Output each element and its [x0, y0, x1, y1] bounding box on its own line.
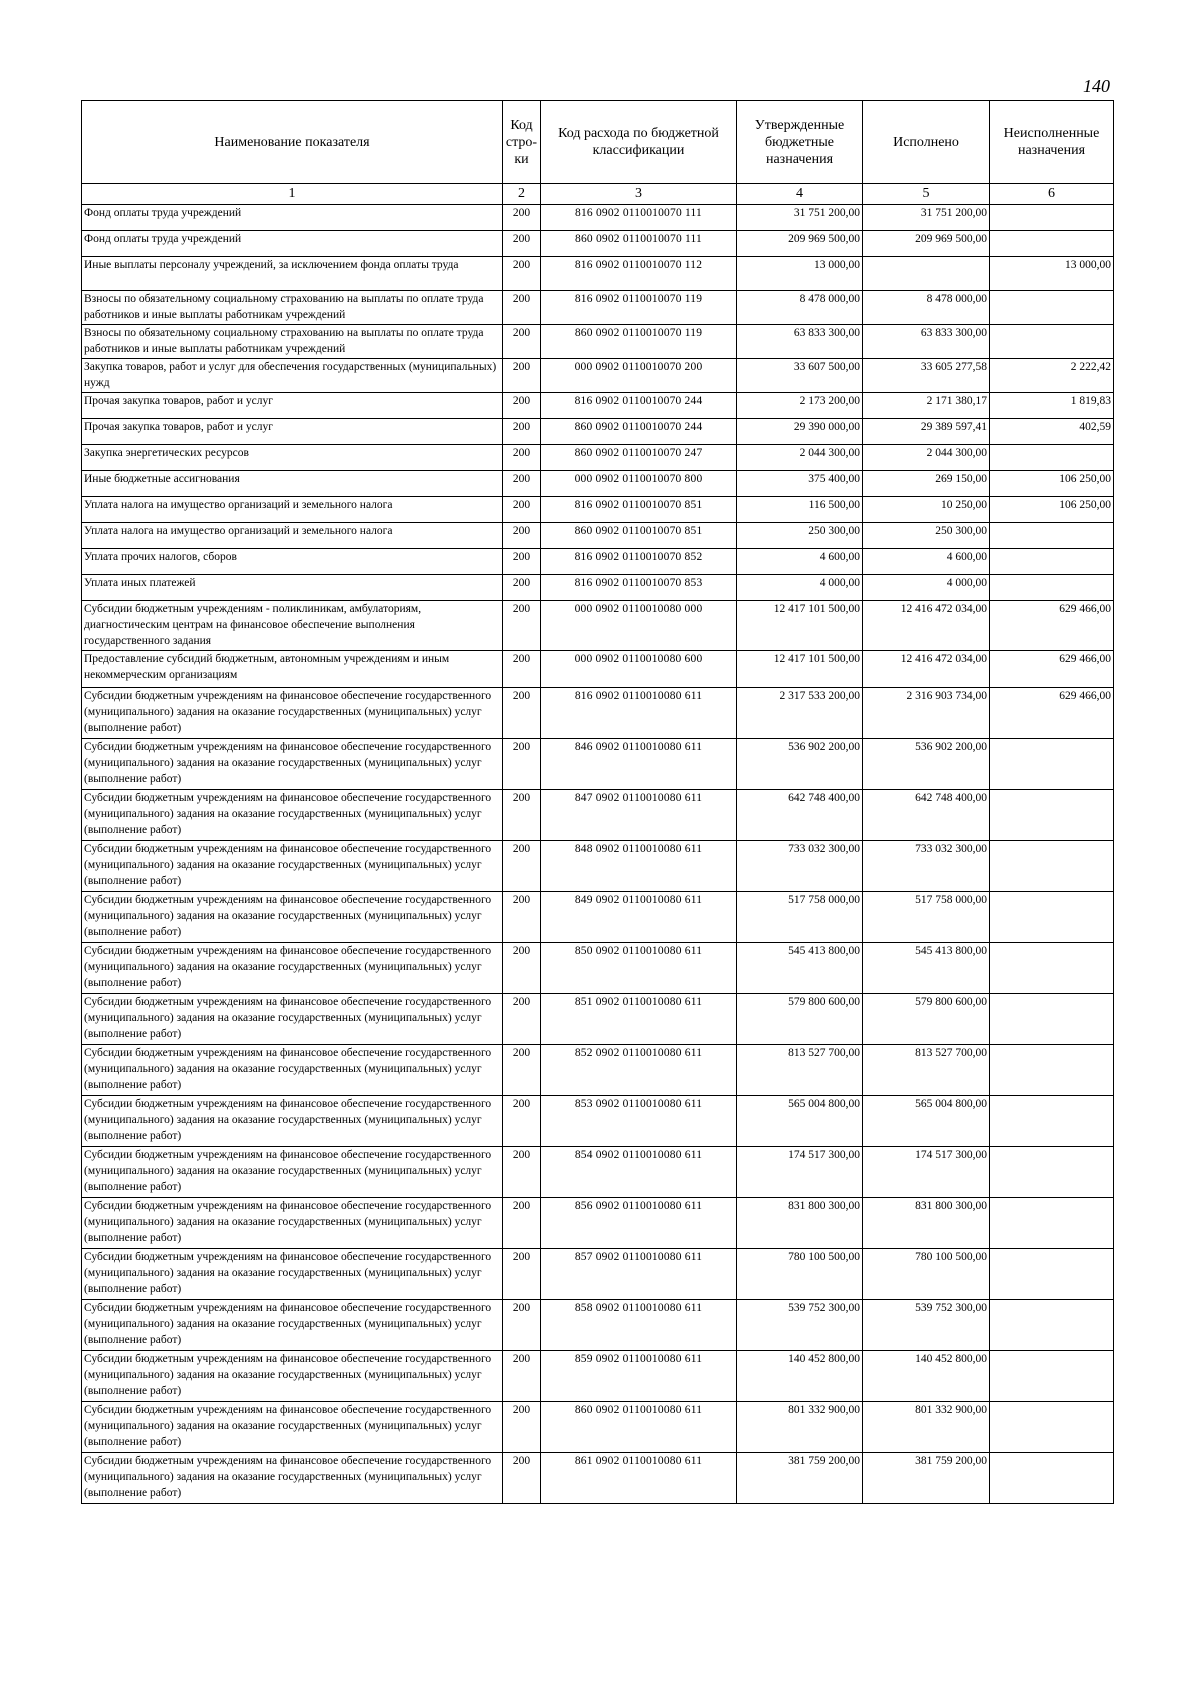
- indicator-name: Субсидии бюджетным учреждениям на финансовое обеспечение государственного (муниципального) задания на оказание государственных (муниципальных) услуг (выполнение работ): [82, 1147, 503, 1198]
- unexecuted-amount: [990, 1249, 1114, 1300]
- executed-amount: 12 416 472 034,00: [863, 601, 990, 651]
- row-code: 200: [503, 1249, 541, 1300]
- row-code: 200: [503, 1198, 541, 1249]
- unexecuted-amount: [990, 231, 1114, 257]
- approved-amount: 780 100 500,00: [737, 1249, 863, 1300]
- row-code: 200: [503, 231, 541, 257]
- approved-amount: 4 600,00: [737, 549, 863, 575]
- unexecuted-amount: [990, 1045, 1114, 1096]
- executed-amount: 813 527 700,00: [863, 1045, 990, 1096]
- executed-amount: 831 800 300,00: [863, 1198, 990, 1249]
- table-row: [82, 1300, 1114, 1351]
- table-row: [82, 994, 1114, 1045]
- approved-amount: 2 173 200,00: [737, 393, 863, 419]
- row-code: 200: [503, 325, 541, 359]
- table-row: [82, 688, 1114, 739]
- row-code: 200: [503, 1300, 541, 1351]
- table-row: [82, 1198, 1114, 1249]
- approved-amount: 4 000,00: [737, 575, 863, 601]
- budget-classification-code: 000 0902 0110010080 600: [541, 651, 737, 688]
- table-row: [82, 651, 1114, 688]
- approved-amount: 116 500,00: [737, 497, 863, 523]
- approved-amount: 174 517 300,00: [737, 1147, 863, 1198]
- executed-amount: 12 416 472 034,00: [863, 651, 990, 688]
- approved-amount: 29 390 000,00: [737, 419, 863, 445]
- header-executed: Исполнено: [863, 101, 990, 184]
- unexecuted-amount: [990, 1147, 1114, 1198]
- table-row: [82, 943, 1114, 994]
- table-row: [82, 549, 1114, 575]
- column-number: 2: [503, 184, 541, 205]
- indicator-name: Уплата прочих налогов, сборов: [82, 549, 503, 575]
- column-number: 1: [82, 184, 503, 205]
- budget-classification-code: 000 0902 0110010080 000: [541, 601, 737, 651]
- budget-classification-code: 859 0902 0110010080 611: [541, 1351, 737, 1402]
- executed-amount: 579 800 600,00: [863, 994, 990, 1045]
- unexecuted-amount: 629 466,00: [990, 688, 1114, 739]
- unexecuted-amount: 629 466,00: [990, 651, 1114, 688]
- executed-amount: 174 517 300,00: [863, 1147, 990, 1198]
- table-row: [82, 231, 1114, 257]
- column-number: 5: [863, 184, 990, 205]
- table-row: [82, 601, 1114, 651]
- table-row: [82, 359, 1114, 393]
- approved-amount: 250 300,00: [737, 523, 863, 549]
- table-row: [82, 257, 1114, 291]
- budget-classification-code: 000 0902 0110010070 200: [541, 359, 737, 393]
- budget-classification-code: 860 0902 0110010070 244: [541, 419, 737, 445]
- table-row: [82, 1351, 1114, 1402]
- unexecuted-amount: [990, 1402, 1114, 1453]
- unexecuted-amount: [990, 739, 1114, 790]
- budget-classification-code: 860 0902 0110010080 611: [541, 1402, 737, 1453]
- row-code: 200: [503, 841, 541, 892]
- indicator-name: Субсидии бюджетным учреждениям на финансовое обеспечение государственного (муниципального) задания на оказание государственных (муниципальных) услуг (выполнение работ): [82, 994, 503, 1045]
- executed-amount: 642 748 400,00: [863, 790, 990, 841]
- column-number: 6: [990, 184, 1114, 205]
- executed-amount: 539 752 300,00: [863, 1300, 990, 1351]
- executed-amount: 140 452 800,00: [863, 1351, 990, 1402]
- indicator-name: Субсидии бюджетным учреждениям на финансовое обеспечение государственного (муниципального) задания на оказание государственных (муниципальных) услуг (выполнение работ): [82, 1453, 503, 1504]
- unexecuted-amount: [990, 1453, 1114, 1504]
- approved-amount: 536 902 200,00: [737, 739, 863, 790]
- unexecuted-amount: [990, 575, 1114, 601]
- unexecuted-amount: [990, 523, 1114, 549]
- budget-classification-code: 858 0902 0110010080 611: [541, 1300, 737, 1351]
- budget-classification-code: 816 0902 0110010070 853: [541, 575, 737, 601]
- unexecuted-amount: [990, 205, 1114, 231]
- indicator-name: Субсидии бюджетным учреждениям на финансовое обеспечение государственного (муниципального) задания на оказание государственных (муниципальных) услуг (выполнение работ): [82, 739, 503, 790]
- table-row: [82, 205, 1114, 231]
- table-row: [82, 1045, 1114, 1096]
- indicator-name: Уплата налога на имущество организаций и земельного налога: [82, 523, 503, 549]
- approved-amount: 33 607 500,00: [737, 359, 863, 393]
- budget-classification-code: 857 0902 0110010080 611: [541, 1249, 737, 1300]
- indicator-name: Субсидии бюджетным учреждениям на финансовое обеспечение государственного (муниципального) задания на оказание государственных (муниципальных) услуг (выполнение работ): [82, 943, 503, 994]
- column-number-row: [82, 184, 1114, 205]
- executed-amount: 2 044 300,00: [863, 445, 990, 471]
- budget-classification-code: 852 0902 0110010080 611: [541, 1045, 737, 1096]
- indicator-name: Субсидии бюджетным учреждениям на финансовое обеспечение государственного (муниципального) задания на оказание государственных (муниципальных) услуг (выполнение работ): [82, 790, 503, 841]
- budget-classification-code: 860 0902 0110010070 111: [541, 231, 737, 257]
- approved-amount: 539 752 300,00: [737, 1300, 863, 1351]
- table-header: [82, 101, 1114, 205]
- indicator-name: Субсидии бюджетным учреждениям на финансовое обеспечение государственного (муниципального) задания на оказание государственных (муниципальных) услуг (выполнение работ): [82, 892, 503, 943]
- executed-amount: 517 758 000,00: [863, 892, 990, 943]
- row-code: 200: [503, 1147, 541, 1198]
- row-code: 200: [503, 359, 541, 393]
- approved-amount: 375 400,00: [737, 471, 863, 497]
- row-code: 200: [503, 994, 541, 1045]
- row-code: 200: [503, 393, 541, 419]
- executed-amount: 381 759 200,00: [863, 1453, 990, 1504]
- table-row: [82, 790, 1114, 841]
- indicator-name: Уплата налога на имущество организаций и земельного налога: [82, 497, 503, 523]
- budget-classification-code: 860 0902 0110010070 851: [541, 523, 737, 549]
- executed-amount: 63 833 300,00: [863, 325, 990, 359]
- table-row: [82, 1453, 1114, 1504]
- indicator-name: Фонд оплаты труда учреждений: [82, 231, 503, 257]
- header-row: [82, 101, 1114, 184]
- row-code: 200: [503, 651, 541, 688]
- executed-amount: 2 171 380,17: [863, 393, 990, 419]
- unexecuted-amount: 1 819,83: [990, 393, 1114, 419]
- executed-amount: 4 600,00: [863, 549, 990, 575]
- unexecuted-amount: 13 000,00: [990, 257, 1114, 291]
- row-code: 200: [503, 1453, 541, 1504]
- indicator-name: Субсидии бюджетным учреждениям на финансовое обеспечение государственного (муниципального) задания на оказание государственных (муниципальных) услуг (выполнение работ): [82, 1198, 503, 1249]
- row-code: 200: [503, 943, 541, 994]
- budget-execution-table: [81, 100, 1114, 1504]
- table-row: [82, 1096, 1114, 1147]
- row-code: 200: [503, 205, 541, 231]
- table-row: [82, 1147, 1114, 1198]
- indicator-name: Фонд оплаты труда учреждений: [82, 205, 503, 231]
- table-row: [82, 419, 1114, 445]
- budget-classification-code: 851 0902 0110010080 611: [541, 994, 737, 1045]
- indicator-name: Прочая закупка товаров, работ и услуг: [82, 393, 503, 419]
- table-row: [82, 575, 1114, 601]
- column-number: 4: [737, 184, 863, 205]
- row-code: 200: [503, 1351, 541, 1402]
- row-code: 200: [503, 688, 541, 739]
- unexecuted-amount: 106 250,00: [990, 471, 1114, 497]
- executed-amount: 8 478 000,00: [863, 291, 990, 325]
- indicator-name: Закупка товаров, работ и услуг для обеспечения государственных (муниципальных) нужд: [82, 359, 503, 393]
- budget-classification-code: 816 0902 0110010080 611: [541, 688, 737, 739]
- unexecuted-amount: [990, 1300, 1114, 1351]
- unexecuted-amount: [990, 1351, 1114, 1402]
- budget-classification-code: 861 0902 0110010080 611: [541, 1453, 737, 1504]
- row-code: 200: [503, 739, 541, 790]
- budget-classification-code: 860 0902 0110010070 247: [541, 445, 737, 471]
- approved-amount: 8 478 000,00: [737, 291, 863, 325]
- row-code: 200: [503, 790, 541, 841]
- executed-amount: 29 389 597,41: [863, 419, 990, 445]
- executed-amount: 780 100 500,00: [863, 1249, 990, 1300]
- header-unexecuted-assignments: Неисполненные назначения: [990, 101, 1114, 184]
- budget-classification-code: 816 0902 0110010070 852: [541, 549, 737, 575]
- table-row: [82, 497, 1114, 523]
- unexecuted-amount: [990, 943, 1114, 994]
- executed-amount: 2 316 903 734,00: [863, 688, 990, 739]
- row-code: 200: [503, 549, 541, 575]
- budget-classification-code: 816 0902 0110010070 244: [541, 393, 737, 419]
- table-row: [82, 325, 1114, 359]
- indicator-name: Субсидии бюджетным учреждениям на финансовое обеспечение государственного (муниципального) задания на оказание государственных (муниципальных) услуг (выполнение работ): [82, 1045, 503, 1096]
- unexecuted-amount: [990, 1198, 1114, 1249]
- row-code: 200: [503, 445, 541, 471]
- table-row: [82, 1249, 1114, 1300]
- approved-amount: 13 000,00: [737, 257, 863, 291]
- row-code: 200: [503, 471, 541, 497]
- unexecuted-amount: [990, 994, 1114, 1045]
- row-code: 200: [503, 291, 541, 325]
- approved-amount: 31 751 200,00: [737, 205, 863, 231]
- indicator-name: Субсидии бюджетным учреждениям на финансовое обеспечение государственного (муниципального) задания на оказание государственных (муниципальных) услуг (выполнение работ): [82, 1351, 503, 1402]
- table-row: [82, 1402, 1114, 1453]
- indicator-name: Взносы по обязательному социальному страхованию на выплаты по оплате труда работников и иные выплаты работникам учреждений: [82, 325, 503, 359]
- indicator-name: Субсидии бюджетным учреждениям на финансовое обеспечение государственного (муниципального) задания на оказание государственных (муниципальных) услуг (выполнение работ): [82, 1300, 503, 1351]
- approved-amount: 12 417 101 500,00: [737, 601, 863, 651]
- table-row: [82, 291, 1114, 325]
- table-row: [82, 471, 1114, 497]
- indicator-name: Предоставление субсидий бюджетным, автономным учреждениям и иным некоммерческим организациям: [82, 651, 503, 688]
- indicator-name: Закупка энергетических ресурсов: [82, 445, 503, 471]
- executed-amount: 545 413 800,00: [863, 943, 990, 994]
- indicator-name: Взносы по обязательному социальному страхованию на выплаты по оплате труда работников и иные выплаты работникам учреждений: [82, 291, 503, 325]
- indicator-name: Субсидии бюджетным учреждениям на финансовое обеспечение государственного (муниципального) задания на оказание государственных (муниципальных) услуг (выполнение работ): [82, 841, 503, 892]
- executed-amount: 33 605 277,58: [863, 359, 990, 393]
- executed-amount: 10 250,00: [863, 497, 990, 523]
- indicator-name: Иные выплаты персоналу учреждений, за исключением фонда оплаты труда: [82, 257, 503, 291]
- table-row: [82, 739, 1114, 790]
- unexecuted-amount: [990, 325, 1114, 359]
- budget-classification-code: 816 0902 0110010070 851: [541, 497, 737, 523]
- executed-amount: 250 300,00: [863, 523, 990, 549]
- row-code: 200: [503, 601, 541, 651]
- executed-amount: 801 332 900,00: [863, 1402, 990, 1453]
- unexecuted-amount: [990, 892, 1114, 943]
- approved-amount: 545 413 800,00: [737, 943, 863, 994]
- header-budget-classification-code: Код расхода по бюджетной классификации: [541, 101, 737, 184]
- unexecuted-amount: [990, 790, 1114, 841]
- indicator-name: Прочая закупка товаров, работ и услуг: [82, 419, 503, 445]
- unexecuted-amount: 402,59: [990, 419, 1114, 445]
- budget-classification-code: 853 0902 0110010080 611: [541, 1096, 737, 1147]
- unexecuted-amount: [990, 1096, 1114, 1147]
- row-code: 200: [503, 1096, 541, 1147]
- budget-classification-code: 848 0902 0110010080 611: [541, 841, 737, 892]
- approved-amount: 831 800 300,00: [737, 1198, 863, 1249]
- executed-amount: 269 150,00: [863, 471, 990, 497]
- table-body: [82, 205, 1114, 1504]
- approved-amount: 63 833 300,00: [737, 325, 863, 359]
- approved-amount: 579 800 600,00: [737, 994, 863, 1045]
- approved-amount: 209 969 500,00: [737, 231, 863, 257]
- row-code: 200: [503, 575, 541, 601]
- approved-amount: 733 032 300,00: [737, 841, 863, 892]
- table-row: [82, 892, 1114, 943]
- unexecuted-amount: [990, 291, 1114, 325]
- indicator-name: Субсидии бюджетным учреждениям - поликлиникам, амбулаториям, диагностическим центрам на финансовое обеспечение выполнения государственного задания: [82, 601, 503, 651]
- executed-amount: 565 004 800,00: [863, 1096, 990, 1147]
- row-code: 200: [503, 497, 541, 523]
- row-code: 200: [503, 257, 541, 291]
- approved-amount: 12 417 101 500,00: [737, 651, 863, 688]
- budget-classification-code: 816 0902 0110010070 119: [541, 291, 737, 325]
- executed-amount: 536 902 200,00: [863, 739, 990, 790]
- unexecuted-amount: [990, 549, 1114, 575]
- indicator-name: Субсидии бюджетным учреждениям на финансовое обеспечение государственного (муниципального) задания на оказание государственных (муниципальных) услуг (выполнение работ): [82, 1096, 503, 1147]
- column-number: 3: [541, 184, 737, 205]
- indicator-name: Иные бюджетные ассигнования: [82, 471, 503, 497]
- budget-classification-code: 860 0902 0110010070 119: [541, 325, 737, 359]
- header-row-code: Код стро-ки: [503, 101, 541, 184]
- row-code: 200: [503, 523, 541, 549]
- executed-amount: 733 032 300,00: [863, 841, 990, 892]
- executed-amount: [863, 257, 990, 291]
- budget-classification-code: 816 0902 0110010070 111: [541, 205, 737, 231]
- indicator-name: Субсидии бюджетным учреждениям на финансовое обеспечение государственного (муниципального) задания на оказание государственных (муниципальных) услуг (выполнение работ): [82, 1402, 503, 1453]
- approved-amount: 140 452 800,00: [737, 1351, 863, 1402]
- budget-classification-code: 846 0902 0110010080 611: [541, 739, 737, 790]
- header-indicator-name: Наименование показателя: [82, 101, 503, 184]
- approved-amount: 2 317 533 200,00: [737, 688, 863, 739]
- executed-amount: 4 000,00: [863, 575, 990, 601]
- budget-classification-code: 847 0902 0110010080 611: [541, 790, 737, 841]
- indicator-name: Субсидии бюджетным учреждениям на финансовое обеспечение государственного (муниципального) задания на оказание государственных (муниципальных) услуг (выполнение работ): [82, 1249, 503, 1300]
- budget-classification-code: 850 0902 0110010080 611: [541, 943, 737, 994]
- indicator-name: Уплата иных платежей: [82, 575, 503, 601]
- approved-amount: 801 332 900,00: [737, 1402, 863, 1453]
- row-code: 200: [503, 1402, 541, 1453]
- approved-amount: 381 759 200,00: [737, 1453, 863, 1504]
- table-row: [82, 523, 1114, 549]
- budget-classification-code: 816 0902 0110010070 112: [541, 257, 737, 291]
- approved-amount: 813 527 700,00: [737, 1045, 863, 1096]
- unexecuted-amount: 2 222,42: [990, 359, 1114, 393]
- table-row: [82, 393, 1114, 419]
- unexecuted-amount: [990, 841, 1114, 892]
- approved-amount: 642 748 400,00: [737, 790, 863, 841]
- approved-amount: 517 758 000,00: [737, 892, 863, 943]
- unexecuted-amount: [990, 445, 1114, 471]
- budget-classification-code: 000 0902 0110010070 800: [541, 471, 737, 497]
- approved-amount: 565 004 800,00: [737, 1096, 863, 1147]
- row-code: 200: [503, 419, 541, 445]
- table-row: [82, 445, 1114, 471]
- approved-amount: 2 044 300,00: [737, 445, 863, 471]
- unexecuted-amount: 106 250,00: [990, 497, 1114, 523]
- indicator-name: Субсидии бюджетным учреждениям на финансовое обеспечение государственного (муниципального) задания на оказание государственных (муниципальных) услуг (выполнение работ): [82, 688, 503, 739]
- executed-amount: 31 751 200,00: [863, 205, 990, 231]
- header-approved-assignments: Утвержденные бюджетные назначения: [737, 101, 863, 184]
- page-number: 140: [1083, 76, 1110, 96]
- budget-classification-code: 854 0902 0110010080 611: [541, 1147, 737, 1198]
- row-code: 200: [503, 1045, 541, 1096]
- executed-amount: 209 969 500,00: [863, 231, 990, 257]
- table-row: [82, 841, 1114, 892]
- row-code: 200: [503, 892, 541, 943]
- budget-classification-code: 849 0902 0110010080 611: [541, 892, 737, 943]
- unexecuted-amount: 629 466,00: [990, 601, 1114, 651]
- budget-classification-code: 856 0902 0110010080 611: [541, 1198, 737, 1249]
